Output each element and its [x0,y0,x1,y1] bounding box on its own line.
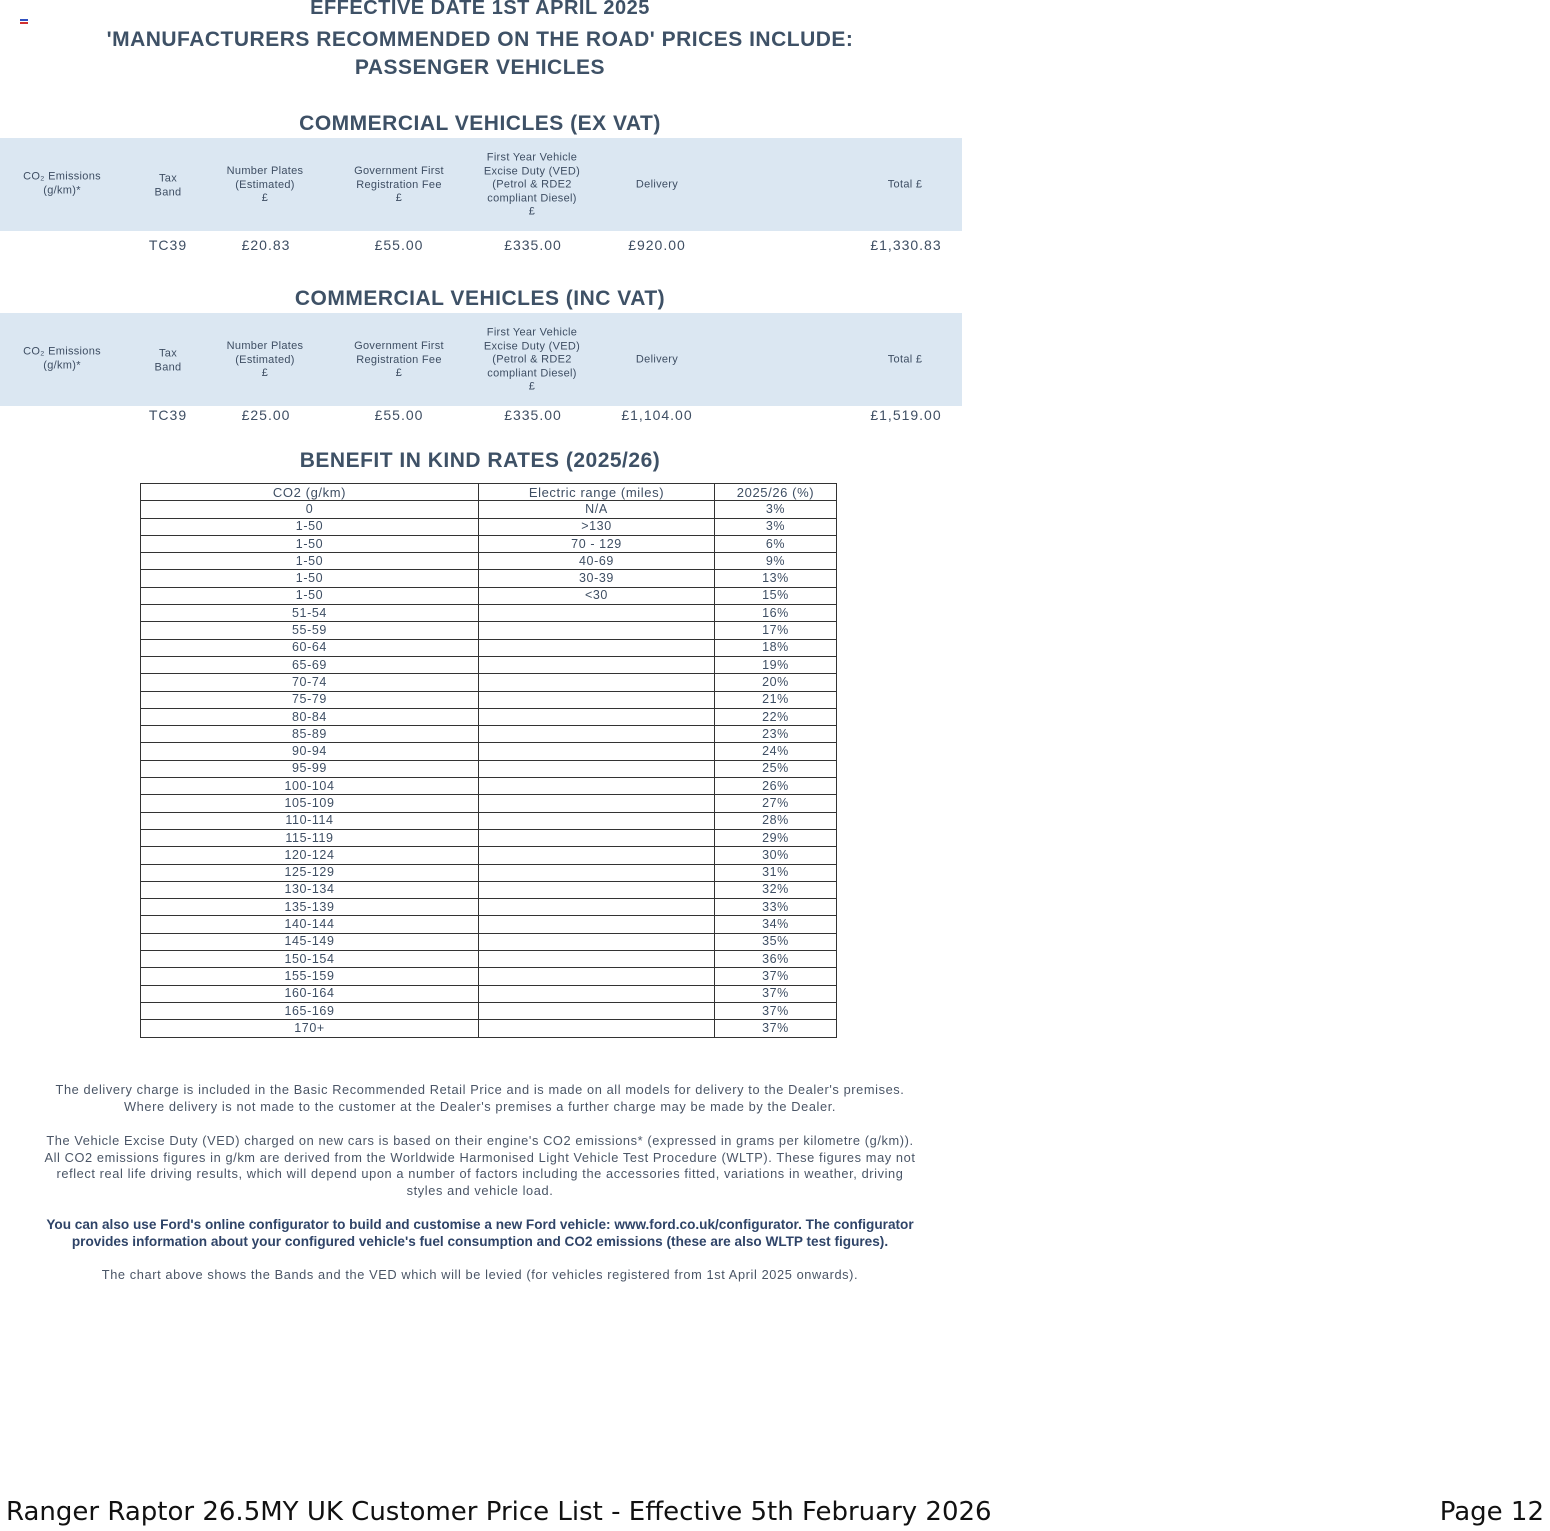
ved-note-line: styles and vehicle load. [406,1183,554,1198]
configurator-note-line: provides information about your configured vehicle's fuel consumption and CO2 emissions (these are also WLTP test figures). [71,1234,889,1249]
ex-vat-delivery: £920.00 [628,237,686,253]
bik-range-cell [479,829,715,846]
bik-range-cell: 70 - 129 [479,535,715,552]
ved-header-line: (Petrol & RDE2 [492,353,572,366]
bik-co2-cell: 51-54 [141,605,479,622]
bik-rate-cell: 3% [715,518,837,535]
bik-col-rate: 2025/26 (%) [715,484,837,501]
bik-rate-cell: 36% [715,951,837,968]
configurator-note-line: You can also use Ford's online configurator to build and customise a new Ford vehicle: www.ford.co.uk/configurator. The configurator [46,1217,914,1232]
bik-rate-cell: 23% [715,726,837,743]
bik-range-cell [479,881,715,898]
bik-range-cell [479,674,715,691]
bik-rate-cell: 22% [715,708,837,725]
inc-vat-heading: COMMERCIAL VEHICLES (INC VAT) [294,287,666,310]
bik-range-cell: N/A [479,501,715,518]
bik-rate-cell: 28% [715,812,837,829]
co2-header-line: (g/km)* [43,184,81,196]
bik-co2-cell: 90-94 [141,743,479,760]
footer-title: Ranger Raptor 26.5MY UK Customer Price List - Effective 5th February 2026 [6,1497,992,1527]
bik-rate-cell: 37% [715,1020,837,1037]
table-row [141,656,837,673]
gov-header-line: Registration Fee [356,353,442,366]
bik-co2-cell: 130-134 [141,881,479,898]
bik-range-cell [479,605,715,622]
inc-vat-delivery: £1,104.00 [621,407,693,423]
delivery-note-line: Where delivery is not made to the customer at the Dealer's premises a further charge may be made by the Dealer. [123,1099,837,1114]
bik-co2-cell: 55-59 [141,622,479,639]
bik-co2-cell: 70-74 [141,674,479,691]
bik-co2-cell: 1-50 [141,570,479,587]
tax-header-line: Band [154,186,182,198]
bik-rate-cell: 30% [715,847,837,864]
gov-fee-header [354,340,444,381]
bik-co2-cell: 65-69 [141,656,479,673]
gov-header-line: Registration Fee [356,178,442,191]
bik-rate-cell: 20% [715,674,837,691]
inc-vat-header-band [0,313,962,406]
ved-header-line: Excise Duty (VED) [483,339,581,352]
bik-rate-cell: 31% [715,864,837,881]
ex-vat-gov-fee: £55.00 [374,237,424,253]
manufacturers-heading: 'MANUFACTURERS RECOMMENDED ON THE ROAD' PRICES INCLUDE: [106,28,854,51]
bik-co2-cell: 1-50 [141,553,479,570]
bik-co2-cell: 85-89 [141,726,479,743]
ex-vat-heading: COMMERCIAL VEHICLES (EX VAT) [299,112,661,135]
ex-vat-plates: £20.83 [241,237,291,253]
bik-range-cell [479,726,715,743]
table-row [141,605,837,622]
table-row [141,968,837,985]
delivery-note-line: The delivery charge is included in the Basic Recommended Retail Price and is made on all models for delivery to the Dealer's premises. [55,1082,905,1097]
bik-rate-cell: 26% [715,778,837,795]
table-row [141,535,837,552]
bik-range-cell [479,795,715,812]
bik-co2-cell: 100-104 [141,778,479,795]
delivery-header: Delivery [635,178,679,191]
effective-date-heading: EFFECTIVE DATE 1ST APRIL 2025 [310,0,650,19]
bik-co2-cell: 170+ [141,1020,479,1037]
plates-header-line: Number Plates [226,339,304,352]
tax-header-line: Tax [158,172,178,185]
bik-rate-cell: 32% [715,881,837,898]
table-row [141,518,837,535]
table-row [141,726,837,743]
table-row [141,778,837,795]
ved-header [484,151,580,219]
bik-co2-cell: 95-99 [141,760,479,777]
bik-table [140,483,837,1038]
bik-co2-cell: 165-169 [141,1002,479,1019]
bik-range-cell: 30-39 [479,570,715,587]
bik-co2-cell: 160-164 [141,985,479,1002]
bik-rate-cell: 15% [715,587,837,604]
table-row [141,674,837,691]
bik-co2-cell: 155-159 [141,968,479,985]
bik-range-cell [479,899,715,916]
ved-header [484,326,580,394]
bik-co2-cell: 1-50 [141,587,479,604]
bik-co2-cell: 80-84 [141,708,479,725]
bik-range-cell [479,812,715,829]
tax-header-line: Tax [158,347,178,360]
bik-range-cell [479,622,715,639]
bik-rate-cell: 37% [715,968,837,985]
co2-header [23,171,101,198]
table-row [141,691,837,708]
bik-col-co2: CO2 (g/km) [141,484,479,501]
table-row [141,812,837,829]
table-row [141,501,837,518]
gov-header-line: Government First [354,339,444,352]
table-row [141,847,837,864]
ved-header-line: £ [528,205,536,218]
tax-band-header [155,348,182,375]
ved-header-line: First Year Vehicle [486,151,578,164]
table-row [141,708,837,725]
page-number: Page 12 [1439,1497,1544,1527]
table-row [141,881,837,898]
ved-note-line: The Vehicle Excise Duty (VED) charged on new cars is based on their engine's CO2 emissions* (expressed in grams per kilometre (g/km)). [46,1133,914,1148]
bik-range-cell: <30 [479,587,715,604]
bik-rate-cell: 13% [715,570,837,587]
bik-rate-cell: 25% [715,760,837,777]
bik-range-cell [479,916,715,933]
table-row [141,899,837,916]
bik-range-cell [479,743,715,760]
bik-rate-cell: 18% [715,639,837,656]
bik-range-cell [479,691,715,708]
inc-vat-total: £1,519.00 [870,407,942,423]
table-row [141,795,837,812]
co2-header [23,346,101,373]
bik-co2-cell: 0 [141,501,479,518]
bik-rate-cell: 21% [715,691,837,708]
bik-rate-cell: 16% [715,605,837,622]
ex-vat-ved: £335.00 [504,237,562,253]
bik-col-range: Electric range (miles) [479,484,715,501]
ex-vat-header-band [0,138,962,231]
bik-co2-cell: 145-149 [141,933,479,950]
inc-vat-tax-band: TC39 [148,407,188,423]
ved-header-line: compliant Diesel) [487,366,577,379]
bik-range-cell [479,933,715,950]
table-row [141,1020,837,1037]
bik-range-cell [479,1020,715,1037]
bik-rate-cell: 3% [715,501,837,518]
bik-rate-cell: 6% [715,535,837,552]
ved-note-line: All CO2 emissions figures in g/km are derived from the Worldwide Harmonised Light Vehicle Test Procedure (WLTP). These figures may not [44,1150,916,1165]
table-row [141,587,837,604]
plates-header-line: (Estimated) [235,353,295,366]
bik-rate-cell: 24% [715,743,837,760]
bik-rate-cell: 37% [715,985,837,1002]
table-row [141,743,837,760]
ved-header-line: (Petrol & RDE2 [492,178,572,191]
plates-header [227,165,304,206]
bik-range-cell [479,708,715,725]
bik-range-cell [479,639,715,656]
bik-co2-cell: 1-50 [141,518,479,535]
passenger-heading: PASSENGER VEHICLES [354,56,606,79]
table-row [141,916,837,933]
inc-vat-ved: £335.00 [504,407,562,423]
bik-co2-cell: 110-114 [141,812,479,829]
bik-rate-cell: 29% [715,829,837,846]
bik-co2-cell: 60-64 [141,639,479,656]
co2-header-line: CO₂ Emissions [23,345,101,358]
bik-rate-cell: 33% [715,899,837,916]
bik-rate-cell: 19% [715,656,837,673]
bik-co2-cell: 105-109 [141,795,479,812]
plates-header [227,340,304,381]
gov-header-line: £ [395,366,403,379]
bik-header-row [141,484,837,501]
flag-marker-icon [20,19,28,26]
bik-table-body [141,501,837,1037]
bik-range-cell [479,951,715,968]
table-row [141,951,837,968]
bik-co2-cell: 125-129 [141,864,479,881]
bik-range-cell [479,778,715,795]
ved-note-line: reflect real life driving results, which will depend upon a number of factors including the accessories fitted, variations in weather, driving [56,1166,904,1181]
bik-rate-cell: 27% [715,795,837,812]
bik-co2-cell: 115-119 [141,829,479,846]
gov-header-line: £ [395,191,403,204]
co2-header-line: CO₂ Emissions [23,170,101,183]
ved-header-line: £ [528,380,536,393]
ved-header-line: First Year Vehicle [486,326,578,339]
bik-co2-cell: 1-50 [141,535,479,552]
bik-range-cell [479,968,715,985]
table-row [141,1002,837,1019]
bik-range-cell [479,847,715,864]
ved-header-line: compliant Diesel) [487,191,577,204]
table-row [141,933,837,950]
total-header: Total £ [887,178,923,191]
delivery-header: Delivery [635,353,679,366]
inc-vat-gov-fee: £55.00 [374,407,424,423]
table-row [141,829,837,846]
table-row [141,760,837,777]
bik-range-cell [479,656,715,673]
bik-co2-cell: 135-139 [141,899,479,916]
ex-vat-total: £1,330.83 [870,237,942,253]
ex-vat-tax-band: TC39 [148,237,188,253]
plates-header-line: £ [261,191,269,204]
tax-band-header [155,173,182,200]
table-row [141,985,837,1002]
plates-header-line: £ [261,366,269,379]
bik-range-cell [479,985,715,1002]
bik-co2-cell: 120-124 [141,847,479,864]
bik-rate-cell: 17% [715,622,837,639]
inc-vat-plates: £25.00 [241,407,291,423]
bik-rate-cell: 34% [715,916,837,933]
bik-range-cell: 40-69 [479,553,715,570]
total-header: Total £ [887,353,923,366]
bik-range-cell [479,760,715,777]
table-row [141,570,837,587]
table-row [141,639,837,656]
bik-co2-cell: 150-154 [141,951,479,968]
ved-header-line: Excise Duty (VED) [483,164,581,177]
table-row [141,622,837,639]
chart-note: The chart above shows the Bands and the VED which will be levied (for vehicles registered from 1st April 2025 onwards). [101,1267,859,1282]
co2-header-line: (g/km)* [43,359,81,371]
gov-fee-header [354,165,444,206]
bik-range-cell: >130 [479,518,715,535]
plates-header-line: Number Plates [226,164,304,177]
bik-range-cell [479,864,715,881]
table-row [141,864,837,881]
bik-co2-cell: 75-79 [141,691,479,708]
bik-range-cell [479,1002,715,1019]
plates-header-line: (Estimated) [235,178,295,191]
bik-rate-cell: 9% [715,553,837,570]
bik-rate-cell: 37% [715,1002,837,1019]
bik-rate-cell: 35% [715,933,837,950]
bik-co2-cell: 140-144 [141,916,479,933]
tax-header-line: Band [154,361,182,373]
bik-heading: BENEFIT IN KIND RATES (2025/26) [299,449,661,472]
gov-header-line: Government First [354,164,444,177]
table-row [141,553,837,570]
